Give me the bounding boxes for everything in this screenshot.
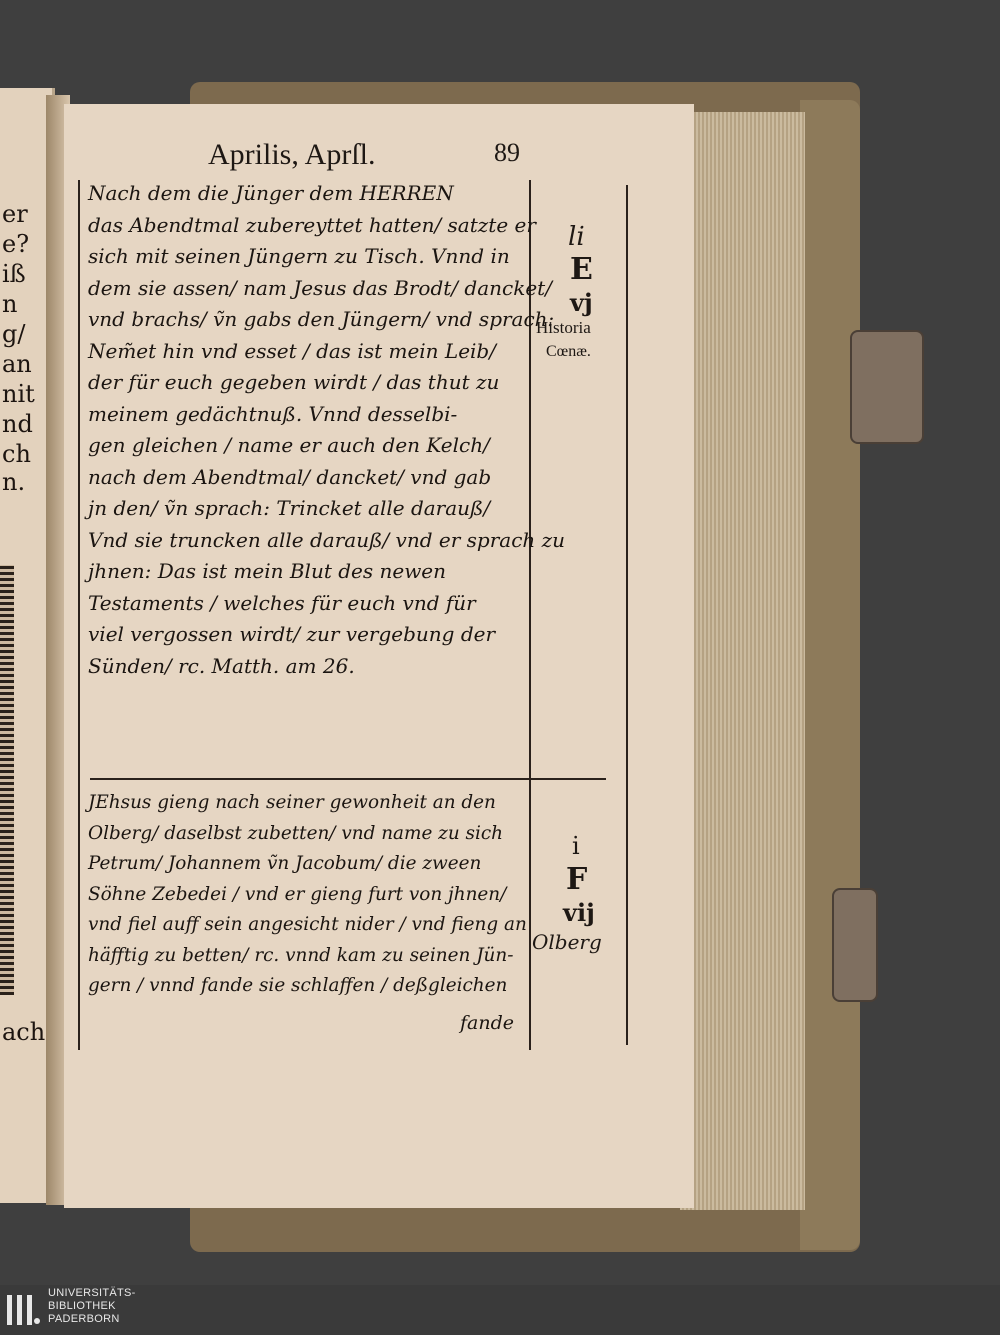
- text-line: vnd brachs/ ṽn gabs den Jüngern/ vnd sprach:: [88, 307, 555, 331]
- catchword: fande: [460, 1012, 515, 1034]
- margin-day-numeral: vj: [570, 288, 593, 317]
- left-page-woodcut: [0, 565, 14, 995]
- text-line: Olberg/ daselbst zubetten/ vnd name zu sich: [88, 822, 504, 844]
- text-line: nach dem Abendtmal/ dancket/ vnd gab: [88, 464, 492, 489]
- margin-signature-i: i: [572, 832, 580, 860]
- rule-margin-right: [626, 185, 628, 1045]
- left-fragment: nit: [2, 380, 35, 408]
- text-line: Vnd sie truncken alle darauß/ vnd er sprach zu: [88, 527, 566, 552]
- text-line: der für euch gegeben wirdt / das thut zu: [88, 370, 500, 394]
- text-line: Sünden/ rc. Matth. am 26.: [88, 653, 355, 678]
- left-fragment: e?: [2, 230, 30, 258]
- footer-bar: [0, 1285, 1000, 1335]
- rule-left: [78, 180, 80, 1050]
- margin-note-historia: Historia: [536, 318, 591, 337]
- left-fragment: n.: [2, 468, 26, 496]
- margin-note-coenae: Cœnæ.: [546, 343, 591, 360]
- section-2-text: [88, 788, 527, 1002]
- text-line: das Abendtmal zubereyttet hatten/ satzte er: [88, 212, 536, 237]
- left-fragment: g/: [2, 320, 26, 348]
- page-number: 89: [494, 138, 520, 167]
- text-line: jn den/ ṽn sprach: Trincket alle darauß/: [88, 496, 491, 520]
- text-line: Söhne Zebedei / vnd er gieng furt von jhnen/: [88, 883, 507, 905]
- left-fragment: n: [2, 290, 18, 318]
- text-line: Petrum/ Johannem ṽn Jacobum/ die zween: [88, 853, 482, 874]
- book-cover-edge: [800, 100, 860, 1250]
- left-fragment: ach: [2, 1018, 46, 1046]
- page-edges: [680, 112, 805, 1210]
- text-line: jhnen: Das ist mein Blut des newen: [88, 559, 447, 583]
- clasp-upper: [850, 330, 924, 444]
- text-line: gern / vnnd fande sie schlaffen / deßgleichen: [88, 975, 508, 996]
- margin-dominical-letter: E: [570, 252, 593, 287]
- logo-line: UNIVERSITÄTS-: [48, 1287, 136, 1299]
- running-header: Aprilis, Aprſl.: [208, 138, 376, 171]
- text-line: meinem gedächtnuß. Vnnd desselbi-: [88, 401, 458, 426]
- text-line: Testaments / welches für euch vnd für: [88, 590, 476, 615]
- text-line: gen gleichen / name er auch den Kelch/: [88, 433, 490, 457]
- text-line: dem sie assen/ nam Jesus das Brodt/ dancket/: [88, 275, 552, 300]
- text-line: JEhsus gieng nach seiner gewonheit an den: [88, 792, 496, 813]
- text-line: vnd fiel auff sein angesicht nider / vnd fieng an: [88, 914, 527, 935]
- clasp-lower: [832, 888, 878, 1002]
- text-line: Nem̃et hin vnd esset / das ist mein Leib/: [88, 338, 496, 363]
- margin-dominical-letter: F: [566, 862, 588, 897]
- library-logo-text: [48, 1287, 136, 1326]
- logo-line: BIBLIOTHEK: [48, 1300, 116, 1312]
- library-logo-icon: [4, 1291, 42, 1329]
- left-fragment: nd: [2, 410, 33, 438]
- logo-line: PADERBORN: [48, 1313, 120, 1325]
- section-divider: [90, 778, 606, 780]
- left-fragment: ch: [2, 440, 31, 468]
- left-fragment: an: [2, 350, 32, 378]
- text-line: häfftig zu betten/ rc. vnnd kam zu seinen Jün-: [88, 944, 514, 966]
- left-fragment: iß: [2, 260, 26, 288]
- margin-day-numeral: vij: [563, 898, 595, 927]
- text-line: Nach dem die Jünger dem HERREN: [88, 181, 454, 205]
- text-line: sich mit seinen Jüngern zu Tisch. Vnnd in: [88, 244, 510, 268]
- margin-note-olberg: Olberg: [532, 930, 602, 954]
- section-1-text: [88, 178, 565, 682]
- left-fragment: er: [2, 200, 28, 228]
- text-line: viel vergossen wirdt/ zur vergebung der: [88, 622, 496, 646]
- margin-signature-li: li: [568, 222, 585, 252]
